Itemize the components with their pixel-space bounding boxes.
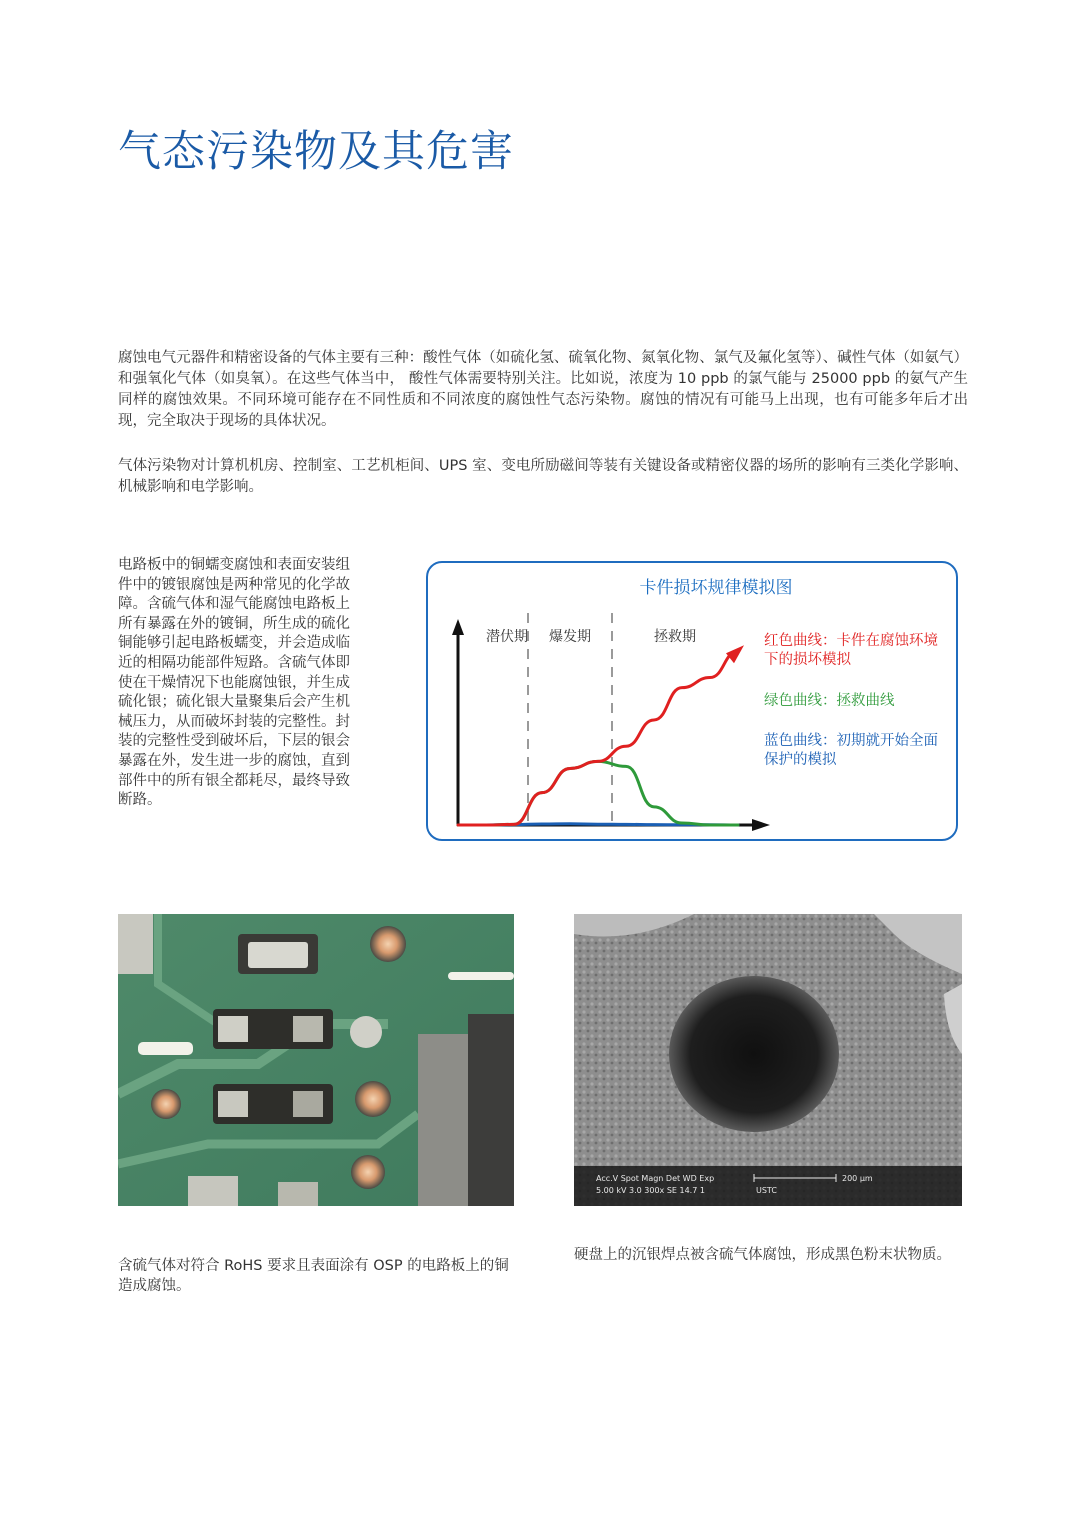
page-title: 气态污染物及其危害 [118, 127, 514, 177]
corrosion-description: 电路板中的铜蠕变腐蚀和表面安装组件中的镀银腐蚀是两种常见的化学故障。含硫气体和湿气能腐蚀电路板上所有暴露在外的镀铜，所生成的硫化铜能够引起电路板蠕变，并会造成临近的相隔功能部件短路。含硫气体即使在干燥情况下也能腐蚀银，并生成硫化银；硫化银大量聚集后会产生机械压力，从而破坏封装的完整性。封装的完整性受到破坏后，下层的银会暴露在外，发生进一步的腐蚀，直到部件中的所有银全都耗尽，最终导致断路。 [118, 557, 350, 809]
phase-label: 拯救期 [654, 629, 696, 645]
chart-svg [428, 563, 958, 841]
intro-paragraph: 腐蚀电气元器件和精密设备的气体主要有三种：酸性气体（如硫化氢、硫氧化物、氮氧化物、氯气及氟化氢等）、碱性气体（如氨气）和强氧化气体（如臭氧）。在这些气体当中， 酸性气体需要特别关注。比如说，浓度为 10 ppb 的氯气能与 25000 ppb 的氨气产生同样的腐蚀效果。不同环境可能存在不同性质和不同浓度的腐蚀性气态污染物。腐蚀的情况有可能马上出现，也有可能多年后才出现，完全取决于现场的具体状况。 [118, 350, 968, 429]
legend-item: 蓝色曲线：初期就开始全面保护的模拟 [764, 733, 938, 768]
legend-item: 红色曲线：卡件在腐蚀环境下的损坏模拟 [764, 633, 938, 668]
series-line-0 [458, 651, 738, 825]
damage-simulation-chart [426, 561, 958, 841]
sem-label-values: 5.00 kV 3.0 300x SE 14.7 1 [596, 1186, 705, 1195]
legend-item: 绿色曲线：拯救曲线 [764, 693, 895, 709]
phase-label: 爆发期 [549, 629, 591, 645]
sem-institution-label: USTC [756, 1186, 777, 1195]
series-line-1 [458, 761, 738, 825]
pcb-corrosion-photo [118, 914, 514, 1206]
red-series-arrow [726, 645, 744, 663]
impact-paragraph: 气体污染物对计算机机房、控制室、工艺机柜间、UPS 室、变电所励磁间等装有关键设备或精密仪器的场所的影响有三类化学影响、机械影响和电学影响。 [118, 458, 968, 495]
sem-photo-caption: 硬盘上的沉银焊点被含硫气体腐蚀，形成黑色粉末状物质。 [574, 1247, 951, 1263]
chart-title: 卡件损坏规律模拟图 [639, 578, 793, 598]
x-axis-arrow [752, 819, 770, 831]
sem-corrosion-photo [574, 914, 962, 1206]
y-axis-arrow [452, 619, 464, 635]
sem-label-header: Acc.V Spot Magn Det WD Exp [596, 1174, 715, 1183]
pcb-photo-caption: 含硫气体对符合 RoHS 要求且表面涂有 OSP 的电路板上的铜造成腐蚀。 [118, 1258, 509, 1294]
sem-scale-label: 200 μm [842, 1174, 873, 1183]
phase-label: 潜伏期 [486, 629, 528, 645]
